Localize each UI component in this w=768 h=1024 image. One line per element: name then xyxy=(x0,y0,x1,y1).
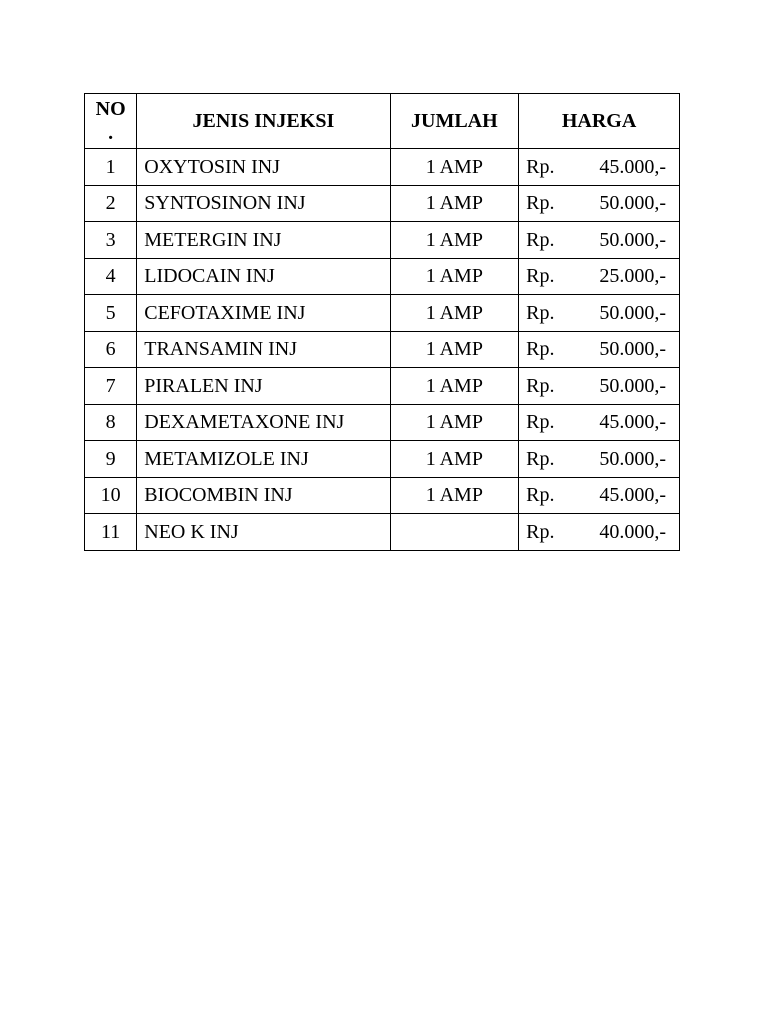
price-currency: Rp. xyxy=(526,447,555,470)
injection-name: SYNTOSINON INJ xyxy=(137,185,390,222)
injection-name: LIDOCAIN INJ xyxy=(137,258,390,295)
table-row xyxy=(85,222,680,259)
header-injection-type: JENIS INJEKSI xyxy=(137,94,390,149)
injection-quantity: 1 AMP xyxy=(390,404,519,441)
price-currency: Rp. xyxy=(526,520,555,543)
injection-name: DEXAMETAXONE INJ xyxy=(137,404,390,441)
price-wrap xyxy=(519,156,679,178)
price-amount: 50.000,- xyxy=(599,228,666,251)
price-wrap xyxy=(519,338,679,360)
price-currency: Rp. xyxy=(526,374,555,397)
injection-name: METAMIZOLE INJ xyxy=(137,441,390,478)
price-amount: 45.000,- xyxy=(599,411,666,434)
row-number: 1 xyxy=(85,149,137,186)
price-wrap xyxy=(519,484,679,506)
injection-quantity: 1 AMP xyxy=(390,368,519,405)
injection-price-cell xyxy=(519,331,680,368)
row-number: 4 xyxy=(85,258,137,295)
price-currency: Rp. xyxy=(526,192,555,215)
price-wrap xyxy=(519,302,679,324)
injection-name: METERGIN INJ xyxy=(137,222,390,259)
injection-name: OXYTOSIN INJ xyxy=(137,149,390,186)
injection-price-cell xyxy=(519,441,680,478)
header-quantity: JUMLAH xyxy=(390,94,519,149)
table-row xyxy=(85,514,680,551)
price-wrap xyxy=(519,448,679,470)
injection-price-cell xyxy=(519,222,680,259)
injection-quantity: 1 AMP xyxy=(390,295,519,332)
injection-price-cell xyxy=(519,149,680,186)
row-number: 2 xyxy=(85,185,137,222)
injection-price-cell xyxy=(519,514,680,551)
price-amount: 50.000,- xyxy=(599,338,666,361)
price-currency: Rp. xyxy=(526,411,555,434)
injection-quantity: 1 AMP xyxy=(390,477,519,514)
injection-name: NEO K INJ xyxy=(137,514,390,551)
injection-name: CEFOTAXIME INJ xyxy=(137,295,390,332)
injection-price-cell xyxy=(519,295,680,332)
injection-name: BIOCOMBIN INJ xyxy=(137,477,390,514)
table-row xyxy=(85,258,680,295)
row-number: 10 xyxy=(85,477,137,514)
injection-price-cell xyxy=(519,477,680,514)
row-number: 6 xyxy=(85,331,137,368)
table-row xyxy=(85,404,680,441)
injection-price-cell xyxy=(519,404,680,441)
price-currency: Rp. xyxy=(526,484,555,507)
injection-quantity xyxy=(390,514,519,551)
price-currency: Rp. xyxy=(526,228,555,251)
header-no-dot: . xyxy=(108,122,114,144)
header-no-text: NO xyxy=(95,98,126,120)
injection-price-cell xyxy=(519,258,680,295)
price-amount: 45.000,- xyxy=(599,155,666,178)
row-number: 3 xyxy=(85,222,137,259)
injection-price-table xyxy=(84,93,680,551)
price-amount: 25.000,- xyxy=(599,265,666,288)
table-row xyxy=(85,331,680,368)
price-currency: Rp. xyxy=(526,265,555,288)
row-number: 8 xyxy=(85,404,137,441)
injection-price-cell xyxy=(519,185,680,222)
price-wrap xyxy=(519,229,679,251)
price-amount: 50.000,- xyxy=(599,374,666,397)
row-number: 5 xyxy=(85,295,137,332)
injection-quantity: 1 AMP xyxy=(390,258,519,295)
price-currency: Rp. xyxy=(526,338,555,361)
injection-quantity: 1 AMP xyxy=(390,441,519,478)
table-body xyxy=(85,149,680,551)
price-amount: 50.000,- xyxy=(599,447,666,470)
injection-quantity: 1 AMP xyxy=(390,149,519,186)
row-number: 11 xyxy=(85,514,137,551)
injection-quantity: 1 AMP xyxy=(390,222,519,259)
injection-quantity: 1 AMP xyxy=(390,185,519,222)
header-no xyxy=(85,94,137,149)
table-row xyxy=(85,295,680,332)
injection-name: PIRALEN INJ xyxy=(137,368,390,405)
price-amount: 50.000,- xyxy=(599,301,666,324)
price-wrap xyxy=(519,265,679,287)
header-price: HARGA xyxy=(519,94,680,149)
table-row xyxy=(85,368,680,405)
injection-price-cell xyxy=(519,368,680,405)
table-row xyxy=(85,149,680,186)
price-amount: 50.000,- xyxy=(599,192,666,215)
row-number: 7 xyxy=(85,368,137,405)
price-currency: Rp. xyxy=(526,301,555,324)
price-wrap xyxy=(519,521,679,543)
table-header xyxy=(85,94,680,149)
table-row xyxy=(85,477,680,514)
price-currency: Rp. xyxy=(526,155,555,178)
price-wrap xyxy=(519,411,679,433)
injection-name: TRANSAMIN INJ xyxy=(137,331,390,368)
price-wrap xyxy=(519,192,679,214)
price-wrap xyxy=(519,375,679,397)
price-amount: 45.000,- xyxy=(599,484,666,507)
table-row xyxy=(85,441,680,478)
row-number: 9 xyxy=(85,441,137,478)
header-row xyxy=(85,94,680,149)
price-amount: 40.000,- xyxy=(599,520,666,543)
injection-quantity: 1 AMP xyxy=(390,331,519,368)
table-row xyxy=(85,185,680,222)
